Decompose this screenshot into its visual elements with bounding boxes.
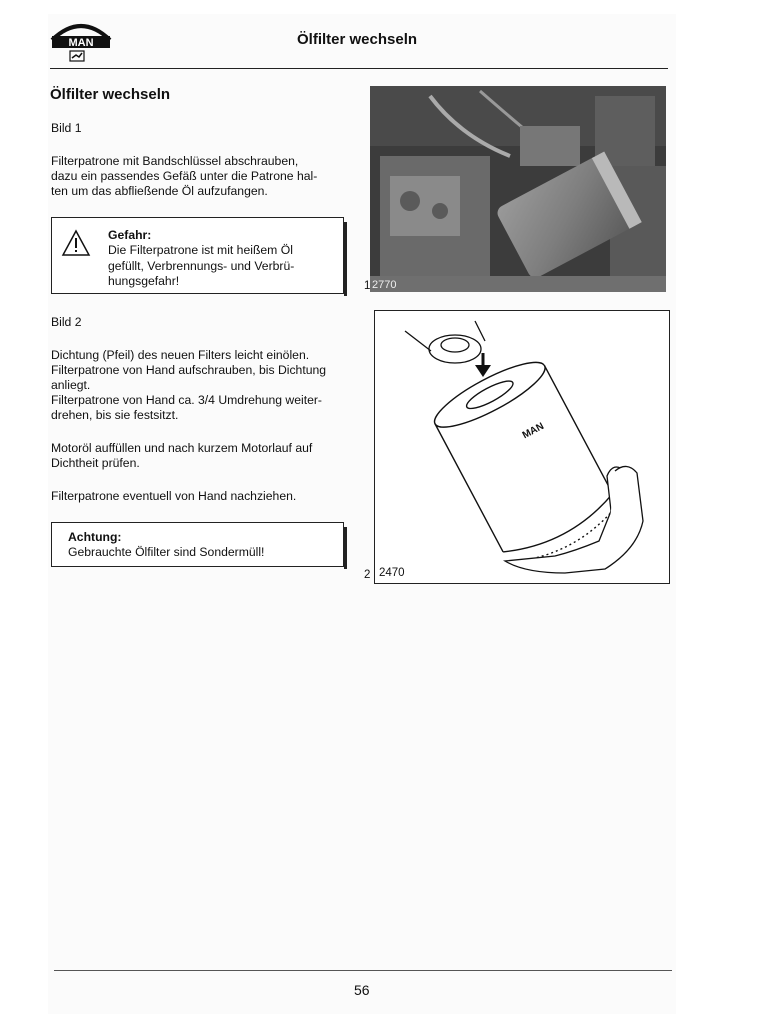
- bild2-line-5: drehen, bis sie festsitzt.: [51, 408, 179, 422]
- bild1-label: Bild 1: [51, 121, 82, 135]
- box-shadow: [344, 222, 347, 296]
- svg-text:2770: 2770: [372, 279, 397, 291]
- svg-text:MAN: MAN: [68, 37, 94, 49]
- danger-line-3: hungsgefahr!: [108, 274, 180, 289]
- figure-2-frame: [374, 310, 670, 584]
- bild1-line-3: ten um das abfließende Öl aufzufangen.: [51, 184, 268, 198]
- box-shadow: [344, 527, 347, 569]
- danger-text: [108, 228, 294, 290]
- header-title: Ölfilter wechseln: [297, 31, 418, 48]
- figure-1-number: 1: [364, 280, 371, 292]
- retighten-text: Filterpatrone eventuell von Hand nachziehen.: [51, 489, 297, 503]
- danger-box: [51, 217, 344, 294]
- bild2-line-3: anliegt.: [51, 378, 91, 392]
- footer-divider: [54, 970, 672, 971]
- figure-1-engine-photo: [370, 86, 666, 292]
- caution-body: Gebrauchte Ölfilter sind Sondermüll!: [68, 545, 265, 560]
- warning-triangle-icon: [61, 229, 91, 257]
- danger-title: Gefahr:: [108, 228, 152, 242]
- caution-box: [51, 522, 344, 567]
- man-logo: [50, 16, 112, 62]
- oil-line-1: Motoröl auffüllen und nach kurzem Motorlauf auf: [51, 441, 313, 455]
- bild1-line-2: dazu ein passendes Gefäß unter die Patrone hal-: [51, 169, 318, 183]
- bild2-line-4: Filterpatrone von Hand ca. 3/4 Umdrehung weiter-: [51, 393, 322, 407]
- svg-text:MAN: MAN: [520, 420, 546, 442]
- caution-title: Achtung:: [68, 530, 122, 544]
- figure-2-code: 2470: [379, 567, 405, 579]
- header-divider: [50, 68, 668, 69]
- bild2-line-2: Filterpatrone von Hand aufschrauben, bis Dichtung: [51, 363, 327, 377]
- bild1-line-1: Filterpatrone mit Bandschlüssel abschrauben,: [51, 154, 299, 168]
- oil-line-2: Dichtheit prüfen.: [51, 456, 140, 470]
- bild2-line-1: Dichtung (Pfeil) des neuen Filters leicht einölen.: [51, 348, 310, 362]
- figure-2-filter-drawing: [375, 311, 669, 583]
- bild2-label: Bild 2: [51, 315, 82, 329]
- caution-text: [68, 530, 264, 561]
- danger-line-1: Die Filterpatrone ist mit heißem Öl: [108, 243, 293, 258]
- figure-2-number: 2: [364, 569, 371, 581]
- danger-line-2: gefüllt, Verbrennungs- und Verbrü-: [108, 258, 295, 273]
- page-number: 56: [354, 982, 370, 998]
- section-title: Ölfilter wechseln: [50, 86, 171, 103]
